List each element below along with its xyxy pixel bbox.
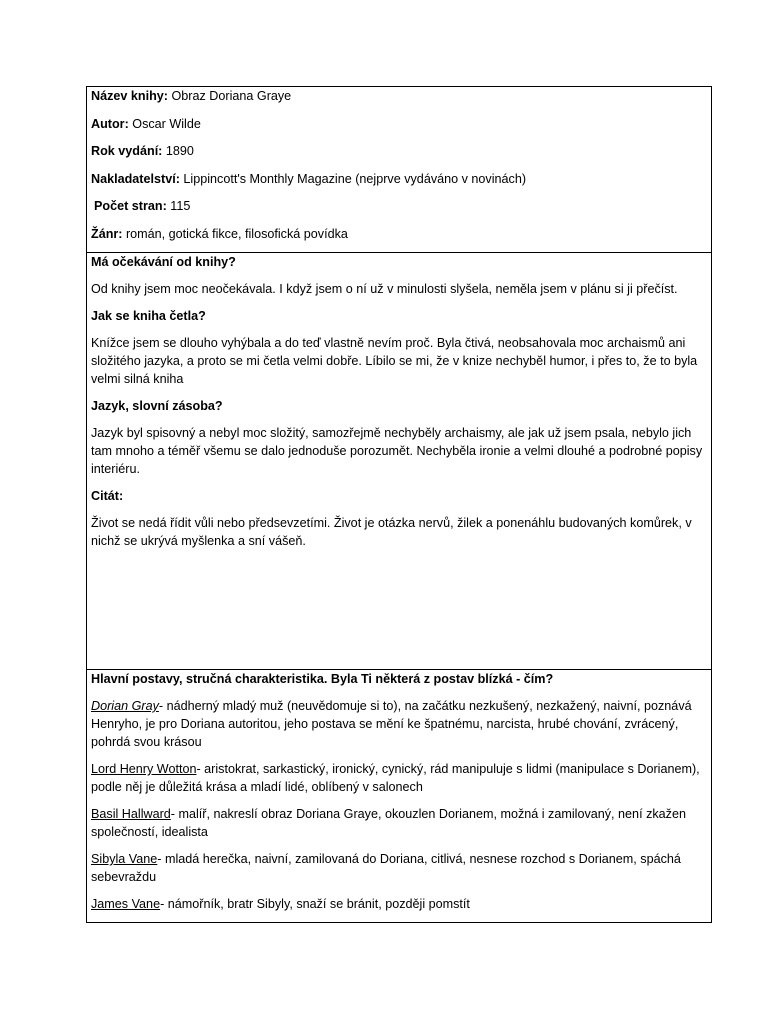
character-name: Basil Hallward — [91, 807, 171, 821]
character-description: - malíř, nakreslí obraz Doriana Graye, okouzlen Dorianem, možná i zamilovaný, není zkažen společností, idealista — [91, 807, 686, 839]
publisher-value: Lippincott's Monthly Magazine (nejprve vydáváno v novinách) — [183, 171, 527, 186]
expectations-question: Má očekávání od knihy? — [91, 255, 236, 269]
quote-answer: Život se nedá řídit vůli nebo předsevzetími. Život je otázka nervů, žilek a ponenáhlu budovaných komůrek, v nichž se ukrývá myšlenka a sní vášeň. — [91, 516, 692, 548]
characters-cell — [87, 670, 712, 923]
character-item — [91, 760, 707, 796]
reading-answer: Knížce jsem se dlouho vyhýbala a do teď vlastně nevím proč. Byla čtivá, neobsahovala moc archaismů ani složitého jazyka, a proto se mi četla velmi dobře. Líbilo se mi, že v knize nechyběl humor, i přes to, že to byla velmi silná kniha — [91, 336, 698, 386]
title-line — [91, 87, 707, 105]
author-value: Oscar Wilde — [132, 116, 201, 131]
expectations-answer: Od knihy jsem moc neočekávala. I když jsem o ní už v minulosti slyšela, neměla jsem v plánu si ji přečíst. — [91, 282, 678, 296]
character-description: - mladá herečka, naivní, zamilovaná do Doriana, citlivá, nesnese rozchod s Dorianem, spáchá sebevraždu — [91, 852, 681, 884]
author-line — [91, 115, 707, 133]
character-item — [91, 850, 707, 886]
book-report-table — [86, 86, 712, 923]
pages-value: 115 — [170, 199, 191, 213]
title-value: Obraz Doriana Graye — [171, 89, 292, 103]
character-name: Sibyla Vane — [91, 852, 158, 866]
language-answer: Jazyk byl spisovný a nebyl moc složitý, samozřejmě nechyběly archaismy, ale jak už jsem psala, nebylo jich tam mnoho a téměř všemu se dalo jednoduše porozumět. Nechyběla ironie a velmi dlouhé a podrobné popisy interiéru. — [91, 426, 703, 476]
character-description: - aristokrat, sarkastický, ironický, cynický, rád manipuluje s lidmi (manipulace s Dorianem), podle něj je důležitá krása a mladí lidé, oblíbený v salonech — [91, 762, 700, 794]
character-item — [91, 895, 707, 913]
publisher-label: Nakladatelství: — [91, 171, 180, 186]
publisher-line — [91, 170, 707, 188]
quote-question: Citát: — [91, 489, 124, 503]
book-info-cell — [87, 87, 712, 253]
reading-question: Jak se kniha četla? — [91, 309, 206, 323]
character-item — [91, 697, 707, 751]
characters-heading: Hlavní postavy, stručná charakteristika. Byla Ti některá z postav blízká - čím? — [91, 672, 554, 686]
character-name: Dorian Gray — [91, 699, 159, 713]
genre-value: román, gotická fikce, filosofická povídka — [125, 226, 348, 241]
character-description: - nádherný mladý muž (neuvědomuje si to), na začátku nezkušený, nezkažený, naivní, poznává Henryho, je pro Doriana autoritou, jeho postava se mění ke špatnému, narcista, hrubé chování, zvrácený, pohrdá svou krásou — [91, 699, 692, 749]
year-value: 1890 — [165, 144, 194, 158]
year-label: Rok vydání: — [91, 144, 163, 158]
year-line — [91, 142, 707, 160]
character-description: - námořník, bratr Sibyly, snaží se bránit, později pomstít — [160, 897, 470, 911]
author-label: Autor: — [91, 116, 129, 131]
language-question: Jazyk, slovní zásoba? — [91, 399, 223, 413]
character-name: Lord Henry Wotton — [91, 762, 197, 776]
character-item — [91, 805, 707, 841]
review-cell — [87, 253, 712, 670]
title-label: Název knihy: — [91, 89, 168, 103]
character-name: James Vane — [91, 897, 161, 911]
genre-line — [91, 225, 707, 243]
pages-line — [91, 197, 707, 215]
genre-label: Žánr: — [91, 226, 123, 241]
pages-label: Počet stran: — [94, 199, 167, 213]
